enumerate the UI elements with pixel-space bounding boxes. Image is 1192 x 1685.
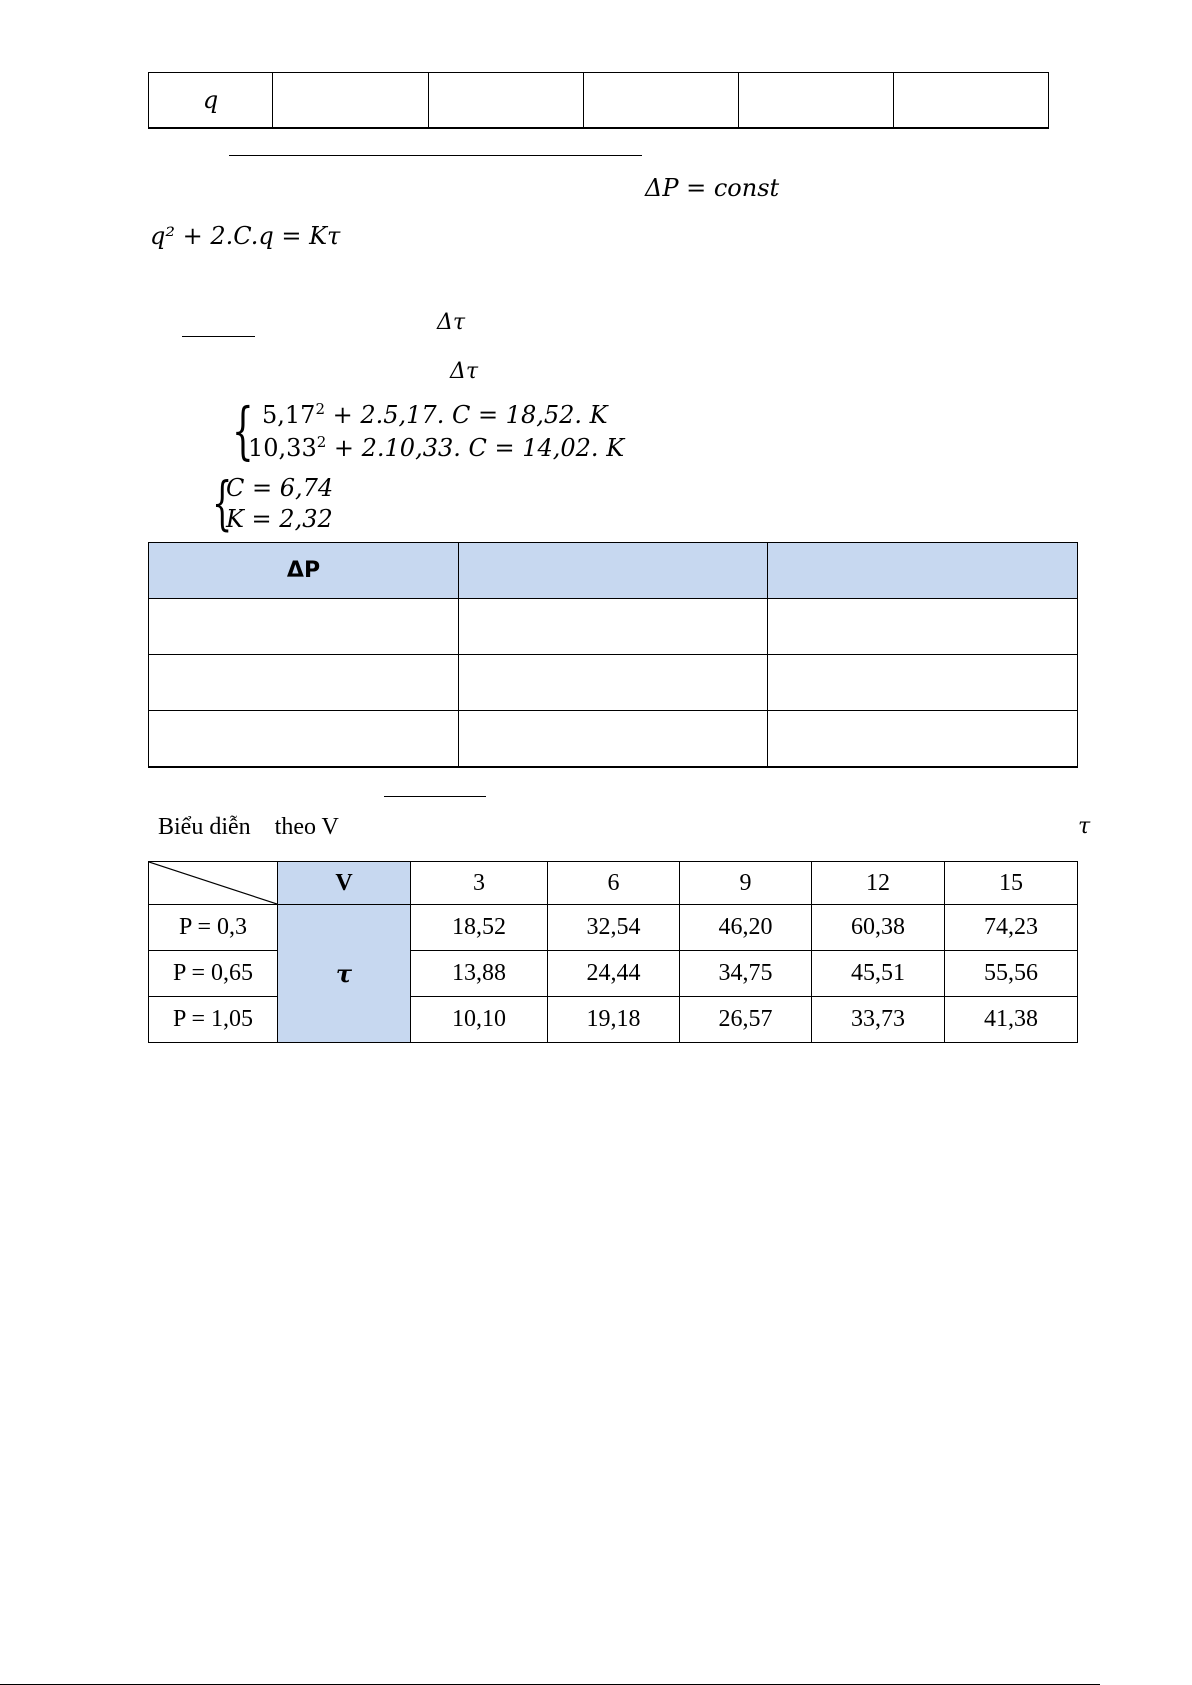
eq-base: 5,17 <box>262 401 316 429</box>
v-header: V <box>278 862 411 905</box>
table-cell <box>459 655 768 711</box>
table-cell <box>459 599 768 655</box>
column-header <box>459 543 768 599</box>
table-cell: 10,10 <box>411 997 548 1043</box>
table-row <box>149 905 1078 951</box>
tau-table <box>148 861 1078 1043</box>
eq-exponent: 2 <box>316 433 327 451</box>
table-cell: 32,54 <box>548 905 680 951</box>
eq-exponent: 2 <box>315 400 325 418</box>
table-cell: 24,44 <box>548 951 680 997</box>
table-cell <box>429 73 584 129</box>
table-cell: 45,51 <box>812 951 945 997</box>
column-header: 9 <box>680 862 812 905</box>
left-brace: { <box>232 394 254 467</box>
table-cell: 74,23 <box>945 905 1078 951</box>
tau-label: τ <box>278 905 411 1043</box>
table-cell: 55,56 <box>945 951 1078 997</box>
table-row <box>149 711 1078 768</box>
caption-tau: τ <box>1078 814 1091 839</box>
eq-base: 10,33 <box>248 434 317 462</box>
row-label: P = 0,3 <box>149 905 278 951</box>
table-cell <box>273 73 429 129</box>
main-equation: q² + 2.C.q = Kτ <box>150 222 341 250</box>
delta-p-table <box>148 542 1078 768</box>
column-header: 3 <box>411 862 548 905</box>
table-cell: 46,20 <box>680 905 812 951</box>
table-cell <box>768 655 1078 711</box>
column-header: 15 <box>945 862 1078 905</box>
table-cell: 34,75 <box>680 951 812 997</box>
solution-c: C = 6,74 <box>226 474 334 502</box>
solution-system <box>226 474 333 536</box>
eq-rest: + 2.5,17. C = 18,52. K <box>324 401 608 429</box>
table-row <box>149 599 1078 655</box>
column-header <box>768 543 1078 599</box>
left-brace: { <box>212 469 233 537</box>
table-cell <box>149 711 459 768</box>
const-equation: ΔP = const <box>645 174 780 202</box>
column-header: 12 <box>812 862 945 905</box>
row-label: P = 0,65 <box>149 951 278 997</box>
table-cell <box>149 599 459 655</box>
table-cell <box>894 73 1049 129</box>
column-header: ΔP <box>149 543 459 599</box>
table-cell <box>149 655 459 711</box>
delta-tau-label: Δτ <box>450 359 479 384</box>
column-header: 6 <box>548 862 680 905</box>
eq-rest: + 2.10,33. C = 14,02. K <box>326 434 625 462</box>
system-eq-2 <box>248 433 624 466</box>
table-row <box>149 73 1049 129</box>
diagonal-corner-cell <box>149 862 278 905</box>
solution-k: K = 2,32 <box>226 505 333 533</box>
table-cell: 13,88 <box>411 951 548 997</box>
underline-rule <box>182 336 255 337</box>
underline-rule <box>229 155 642 156</box>
table-cell: 33,73 <box>812 997 945 1043</box>
system-eq-1 <box>248 400 624 433</box>
table-cell <box>584 73 739 129</box>
table-header-row <box>149 862 1078 905</box>
delta-tau-label: Δτ <box>437 310 466 335</box>
table-cell: 19,18 <box>548 997 680 1043</box>
row-label: P = 1,05 <box>149 997 278 1043</box>
table-header-row <box>149 543 1078 599</box>
q-table <box>148 72 1049 129</box>
table-cell <box>459 711 768 768</box>
table-cell <box>739 73 894 129</box>
caption-text: Biểu diễn theo V <box>158 814 339 840</box>
table-cell <box>768 599 1078 655</box>
system-equations <box>248 400 624 466</box>
underline-rule <box>384 796 486 797</box>
table-cell <box>768 711 1078 768</box>
table-cell: 18,52 <box>411 905 548 951</box>
q-row-label: q <box>149 73 273 129</box>
table-cell: 60,38 <box>812 905 945 951</box>
table-cell: 26,57 <box>680 997 812 1043</box>
table-cell: 41,38 <box>945 997 1078 1043</box>
table-row <box>149 655 1078 711</box>
